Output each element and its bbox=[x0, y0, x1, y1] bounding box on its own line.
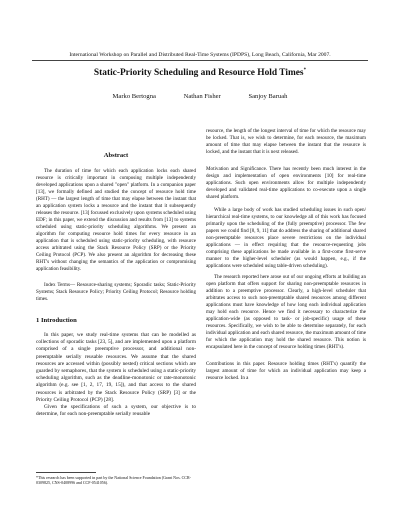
author-name: Sanjoy Baruah bbox=[248, 93, 288, 100]
conference-header: International Workshop on Parallel and Distributed Real-Time Systems (IPDPS), Long Beach, California, Mar 2007. bbox=[69, 52, 331, 58]
body-paragraph: Contributions in this paper. Resource holding times (RHT's) quantify the largest amount of time for which an individual application may keep a resource locked. In a bbox=[206, 361, 366, 381]
body-paragraph: resource, the length of the longest interval of time for which the resource may be locked. That is, we wish to determine, for each resource, the maximum amount of time that may elapse between the instant that the resource is locked, and the instant that it is next released. bbox=[206, 128, 366, 155]
author-name: Nathan Fisher bbox=[183, 93, 221, 100]
intro-paragraph: In this paper, we study real-time systems that can be modelled as collections of sporadic tasks [23, 5], and are implemented upon a platform comprised of a single preemptive processor, and additional non-preemptable serially reusable resources. We assume that the shared resources are accessed within (possibly nested) critical sections which are guarded by semaphores, that the system is scheduled using a static-priority scheduling algorithm, such as the deadline-monotonic or rate-monotonic algorithm (e.g. see [1, 2, 17, 19, 15]), and that access to the shared resources is arbitrated by the Stack Resource Policy (SRP) [3] or the Priority Ceiling Protocol (PCP) [28]. bbox=[36, 332, 196, 403]
intro-heading: 1 Introduction bbox=[36, 317, 77, 324]
body-paragraph: Motivation and Significance. There has recently been much interest in the design and implementation of open environments [10] for real-time applications. Such open environments allow for multiple independently developed and validated real-time applications to co-execute upon a single shared platform. bbox=[206, 166, 366, 200]
author-name: Marko Bertogna bbox=[112, 93, 156, 100]
footnote-rule bbox=[36, 472, 96, 473]
body-paragraph: The research reported here arose out of our ongoing efforts at building an open platform that offers support for sharing non-preemptable resources in addition to a preemptive processor. Clearly, a high-level scheduler that arbitrates access to such non-preemptable shared resources among different applications must have knowledge of how long each individual application may hold each resource. Hence we find it necessary to characterize the application-wide (as opposed to task- or job-specific) usage of these resources. Specifically, we wish to be able to determine separately, for each individual application and each shared resource, the maximum amount of time for which the application may hold the shared resource. This notion is encapsulated here in the concept of resource holding times (RHT's). bbox=[206, 274, 366, 350]
footnote: *This research has been supported in part by the National Science Foundation (Grant Nos. CCR-0309825, CNS-0408996 and CCF-0541056). bbox=[36, 475, 191, 486]
paper-title: Static-Priority Scheduling and Resource Hold Times* bbox=[93, 68, 307, 79]
intro-paragraph-continued: Given the specifications of such a system, our objective is to determine, for each non-preemptable serially reusable bbox=[36, 404, 196, 418]
keywords: Index Terms— Resource-sharing systems; Sporadic tasks; Static-Priority Systems; Stack Resource Policy; Priority Ceiling Protocol; Resource holding times. bbox=[36, 282, 196, 302]
author-list bbox=[0, 93, 400, 100]
left-column bbox=[36, 135, 196, 418]
body-paragraph: While a large body of work has studied scheduling issues in such open/ hierarchical real-time systems, to our knowledge all of this work has focused primarily upon the scheduling of the (fully preemptive) processor. The few papers we could find [8, 9, 11] that do address the sharing of additional shared non-preemptable resources place severe restrictions on the individual applications — in effect requiring that the resource-requesting jobs comprising these applications be made available in a first-come first-serve manner to the higher-level scheduler (as would happen, e.g., if the applications were scheduled using table-driven scheduling). bbox=[206, 207, 366, 269]
abstract-heading: Abstract bbox=[103, 152, 129, 159]
header-rule bbox=[32, 60, 368, 61]
abstract-text: The duration of time for which each application locks each shared resource is critically important in composing multiple independently developed applications upon a shared "open" platform. In a companion paper [13], we formally defined and studied the concept of resource hold time (RHT) — the largest length of time that may elapse between the instant that an application system locks a resource and the instant that it subsequently releases the resource. [13] focussed exclusively upon systems scheduled using EDF; in this paper, we extend the discussion and results from [13] to systems scheduled using static-priority scheduling algorithms. We present an algorithm for computing resource hold times for every resource in an application that is scheduled using static-priority scheduling, with resource access arbitrated using the Stack Resource Policy (SRP) or the Priority Ceiling Protocol (PCP). We also present an algorithm for decreasing these RHT's without changing the semantics of the application or compromising application feasibility. bbox=[36, 168, 196, 272]
right-column bbox=[206, 128, 366, 382]
